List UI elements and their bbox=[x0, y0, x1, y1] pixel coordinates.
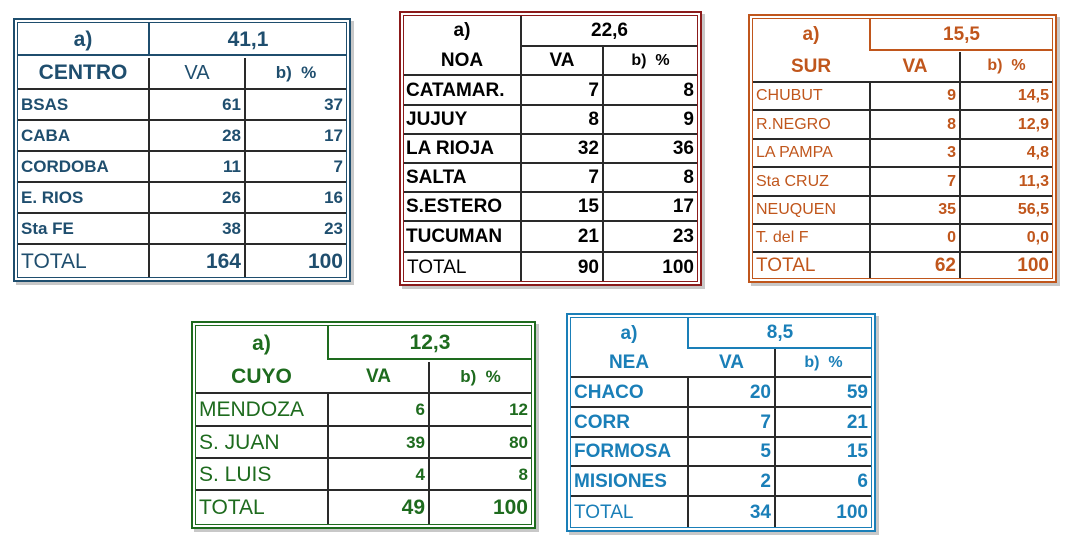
region-a-label: a) bbox=[453, 20, 471, 41]
province-pct: 21 bbox=[846, 411, 868, 433]
province-pct: 80 bbox=[509, 432, 528, 452]
province-va: 11 bbox=[223, 157, 241, 176]
column-header-pct: b) % bbox=[804, 353, 843, 371]
province-name: JUJUY bbox=[406, 109, 468, 130]
region-name: NOA bbox=[440, 49, 484, 71]
province-pct: 16 bbox=[324, 188, 343, 207]
province-va: 4 bbox=[415, 464, 425, 484]
total-pct: 100 bbox=[307, 249, 343, 273]
province-pct: 9 bbox=[683, 109, 694, 130]
column-header-pct: b) % bbox=[987, 57, 1026, 74]
table-cuyo-inner bbox=[195, 325, 532, 525]
province-name: T. del F bbox=[756, 229, 809, 246]
table-sur bbox=[748, 14, 1057, 283]
province-va: 9 bbox=[947, 87, 956, 104]
column-header-va: VA bbox=[366, 365, 391, 387]
table-nea-inner bbox=[570, 317, 872, 528]
province-pct: 17 bbox=[324, 126, 343, 145]
column-header-va: VA bbox=[184, 61, 210, 84]
column-header-pct: b) % bbox=[460, 366, 501, 386]
province-pct: 0,0 bbox=[1026, 229, 1049, 246]
province-va: 5 bbox=[760, 441, 771, 462]
province-name: BSAS bbox=[21, 95, 69, 114]
total-label: TOTAL bbox=[756, 255, 816, 276]
province-va: 7 bbox=[760, 411, 771, 433]
table-centro-inner bbox=[17, 22, 347, 278]
province-pct: 14,5 bbox=[1017, 87, 1049, 104]
table-cuyo bbox=[191, 321, 536, 529]
province-name: CATAMAR. bbox=[406, 79, 505, 101]
province-va: 26 bbox=[222, 188, 241, 207]
region-name: CENTRO bbox=[38, 61, 128, 84]
province-va: 7 bbox=[588, 79, 599, 101]
province-va: 7 bbox=[588, 167, 599, 188]
province-name: LA PAMPA bbox=[756, 144, 833, 161]
province-name: NEUQUEN bbox=[756, 201, 837, 218]
table-nea bbox=[566, 313, 876, 532]
province-va: 61 bbox=[222, 95, 241, 114]
column-header-pct: b) % bbox=[631, 51, 670, 69]
table-noa bbox=[399, 11, 702, 286]
province-pct: 6 bbox=[857, 470, 868, 492]
province-name: Sta CRUZ bbox=[756, 172, 829, 190]
total-label: TOTAL bbox=[407, 256, 467, 278]
table-centro bbox=[13, 18, 351, 282]
total-va: 62 bbox=[934, 255, 956, 276]
total-va: 164 bbox=[205, 249, 241, 273]
province-va: 8 bbox=[947, 115, 956, 133]
province-name: S. JUAN bbox=[199, 430, 280, 454]
total-label: TOTAL bbox=[574, 501, 634, 523]
province-va: 3 bbox=[947, 144, 956, 161]
region-name: NEA bbox=[608, 351, 650, 373]
province-pct: 37 bbox=[324, 95, 343, 114]
province-name: MISIONES bbox=[574, 470, 667, 492]
region-share-value: 12,3 bbox=[409, 330, 451, 354]
region-share-value: 15,5 bbox=[943, 23, 980, 45]
region-name: SUR bbox=[790, 55, 832, 77]
province-pct: 59 bbox=[846, 381, 868, 403]
table-noa-inner bbox=[403, 15, 698, 282]
province-pct: 17 bbox=[672, 196, 694, 217]
province-name: CHACO bbox=[574, 381, 644, 403]
province-name: CHUBUT bbox=[756, 87, 823, 104]
province-va: 7 bbox=[947, 172, 956, 190]
total-va: 90 bbox=[577, 256, 599, 278]
province-name: LA RIOJA bbox=[406, 138, 494, 159]
column-header-va: VA bbox=[549, 50, 575, 71]
province-pct: 12 bbox=[509, 400, 528, 419]
province-name: TUCUMAN bbox=[406, 226, 503, 247]
province-pct: 7 bbox=[333, 157, 343, 176]
column-header-va: VA bbox=[719, 352, 744, 373]
region-name: CUYO bbox=[231, 364, 292, 388]
province-va: 15 bbox=[577, 196, 599, 217]
province-va: 2 bbox=[760, 470, 771, 492]
province-pct: 23 bbox=[324, 219, 343, 238]
total-pct: 100 bbox=[1017, 255, 1049, 276]
province-pct: 8 bbox=[683, 167, 694, 188]
province-pct: 56,5 bbox=[1017, 201, 1049, 218]
province-name: SALTA bbox=[406, 167, 467, 188]
province-name: CORR bbox=[574, 411, 630, 433]
province-va: 39 bbox=[406, 432, 425, 452]
region-a-label: a) bbox=[802, 24, 820, 45]
column-header-va: VA bbox=[902, 55, 928, 77]
province-pct: 11,3 bbox=[1018, 172, 1049, 190]
column-header-pct: b) % bbox=[275, 63, 317, 82]
province-va: 35 bbox=[938, 201, 956, 218]
region-a-label: a) bbox=[252, 331, 271, 355]
province-name: S. LUIS bbox=[199, 462, 272, 486]
province-va: 28 bbox=[222, 126, 241, 145]
province-va: 8 bbox=[588, 109, 599, 130]
province-va: 0 bbox=[947, 229, 956, 246]
region-a-label: a) bbox=[620, 322, 638, 344]
province-name: S.ESTERO bbox=[406, 196, 503, 217]
province-pct: 8 bbox=[518, 464, 528, 484]
province-pct: 12,9 bbox=[1017, 115, 1049, 133]
province-name: E. RIOS bbox=[21, 188, 84, 207]
total-label: TOTAL bbox=[199, 496, 265, 519]
region-share-value: 22,6 bbox=[591, 20, 628, 41]
total-va: 34 bbox=[749, 501, 771, 523]
province-name: FORMOSA bbox=[574, 441, 672, 462]
region-a-label: a) bbox=[73, 27, 93, 51]
province-name: CABA bbox=[21, 126, 71, 145]
province-name: CORDOBA bbox=[21, 157, 109, 176]
province-va: 38 bbox=[222, 219, 241, 238]
region-share-value: 41,1 bbox=[227, 27, 269, 51]
total-va: 49 bbox=[401, 496, 425, 519]
region-share-value: 8,5 bbox=[766, 322, 794, 343]
province-va: 32 bbox=[577, 138, 599, 159]
province-pct: 36 bbox=[672, 138, 694, 159]
province-pct: 4,8 bbox=[1026, 144, 1049, 161]
total-pct: 100 bbox=[836, 501, 868, 523]
province-name: MENDOZA bbox=[199, 398, 304, 421]
table-sur-inner bbox=[752, 18, 1053, 279]
province-name: R.NEGRO bbox=[756, 115, 831, 133]
province-va: 20 bbox=[749, 381, 771, 403]
total-pct: 100 bbox=[492, 496, 528, 519]
province-pct: 23 bbox=[672, 226, 694, 247]
province-name: Sta FE bbox=[21, 219, 74, 238]
province-va: 21 bbox=[577, 226, 599, 247]
total-pct: 100 bbox=[662, 256, 694, 278]
province-va: 6 bbox=[415, 400, 425, 419]
province-pct: 8 bbox=[683, 79, 694, 101]
province-pct: 15 bbox=[846, 441, 868, 462]
total-label: TOTAL bbox=[21, 249, 87, 273]
